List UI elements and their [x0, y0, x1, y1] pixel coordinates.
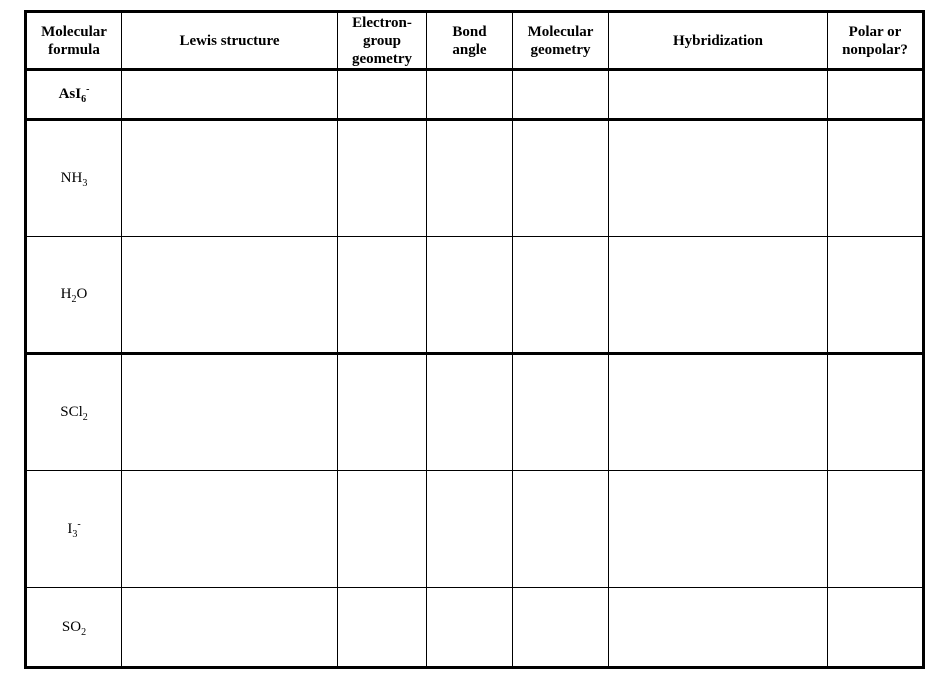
molecular-geometry-cell[interactable] — [513, 354, 609, 471]
header-lewis-structure: Lewis structure — [122, 12, 338, 70]
polarity-cell[interactable] — [828, 354, 924, 471]
table-row-nh3 — [26, 120, 924, 237]
table-row-so2 — [26, 588, 924, 668]
header-molecular-formula: Molecular formula — [26, 12, 122, 70]
formula-cell: $NH_3$ — [26, 120, 122, 237]
formula-cell: $I_3^-$ — [26, 471, 122, 588]
table-row-scl2 — [26, 354, 924, 471]
formula-cell: SCl$_2$ — [26, 354, 122, 471]
hybridization-cell[interactable] — [609, 588, 828, 668]
molecular-geometry-cell[interactable] — [513, 588, 609, 668]
bond-angle-cell[interactable] — [427, 120, 513, 237]
header-row — [26, 12, 924, 70]
formula-cell: $H_2O$ — [26, 237, 122, 354]
formula-cell: AsI$_6$- — [26, 70, 122, 120]
bond-angle-cell[interactable] — [427, 354, 513, 471]
lewis-structure-cell[interactable] — [122, 237, 338, 354]
molecular-geometry-cell[interactable] — [513, 70, 609, 120]
molecular-geometry-cell[interactable] — [513, 237, 609, 354]
header-molecular-geometry: Molecular geometry — [513, 12, 609, 70]
hybridization-cell[interactable] — [609, 120, 828, 237]
polarity-cell[interactable] — [828, 237, 924, 354]
lewis-structure-cell[interactable] — [122, 588, 338, 668]
header-polar-or-nonpolar: Polar or nonpolar? — [828, 12, 924, 70]
polarity-cell[interactable] — [828, 471, 924, 588]
lewis-structure-cell[interactable] — [122, 354, 338, 471]
electron-group-geometry-cell[interactable] — [338, 70, 427, 120]
electron-group-geometry-cell[interactable] — [338, 354, 427, 471]
bond-angle-cell[interactable] — [427, 471, 513, 588]
molecular-geometry-cell[interactable] — [513, 471, 609, 588]
header-electron-group-geometry: Electron- group geometry — [338, 12, 427, 70]
hybridization-cell[interactable] — [609, 471, 828, 588]
molecular-geometry-worksheet-table — [24, 10, 925, 669]
bond-angle-cell[interactable] — [427, 588, 513, 668]
hybridization-cell[interactable] — [609, 237, 828, 354]
header-hybridization: Hybridization — [609, 12, 828, 70]
electron-group-geometry-cell[interactable] — [338, 237, 427, 354]
bond-angle-cell[interactable] — [427, 237, 513, 354]
lewis-structure-cell[interactable] — [122, 120, 338, 237]
polarity-cell[interactable] — [828, 120, 924, 237]
electron-group-geometry-cell[interactable] — [338, 588, 427, 668]
lewis-structure-cell[interactable] — [122, 471, 338, 588]
polarity-cell[interactable] — [828, 70, 924, 120]
hybridization-cell[interactable] — [609, 70, 828, 120]
hybridization-cell[interactable] — [609, 354, 828, 471]
formula-cell: $SO_2$ — [26, 588, 122, 668]
polarity-cell[interactable] — [828, 588, 924, 668]
header-bond-angle: Bond angle — [427, 12, 513, 70]
electron-group-geometry-cell[interactable] — [338, 471, 427, 588]
table-row-h2o — [26, 237, 924, 354]
bond-angle-cell[interactable] — [427, 70, 513, 120]
table-row-asi6 — [26, 70, 924, 120]
molecular-geometry-cell[interactable] — [513, 120, 609, 237]
electron-group-geometry-cell[interactable] — [338, 120, 427, 237]
lewis-structure-cell[interactable] — [122, 70, 338, 120]
table-row-i3 — [26, 471, 924, 588]
